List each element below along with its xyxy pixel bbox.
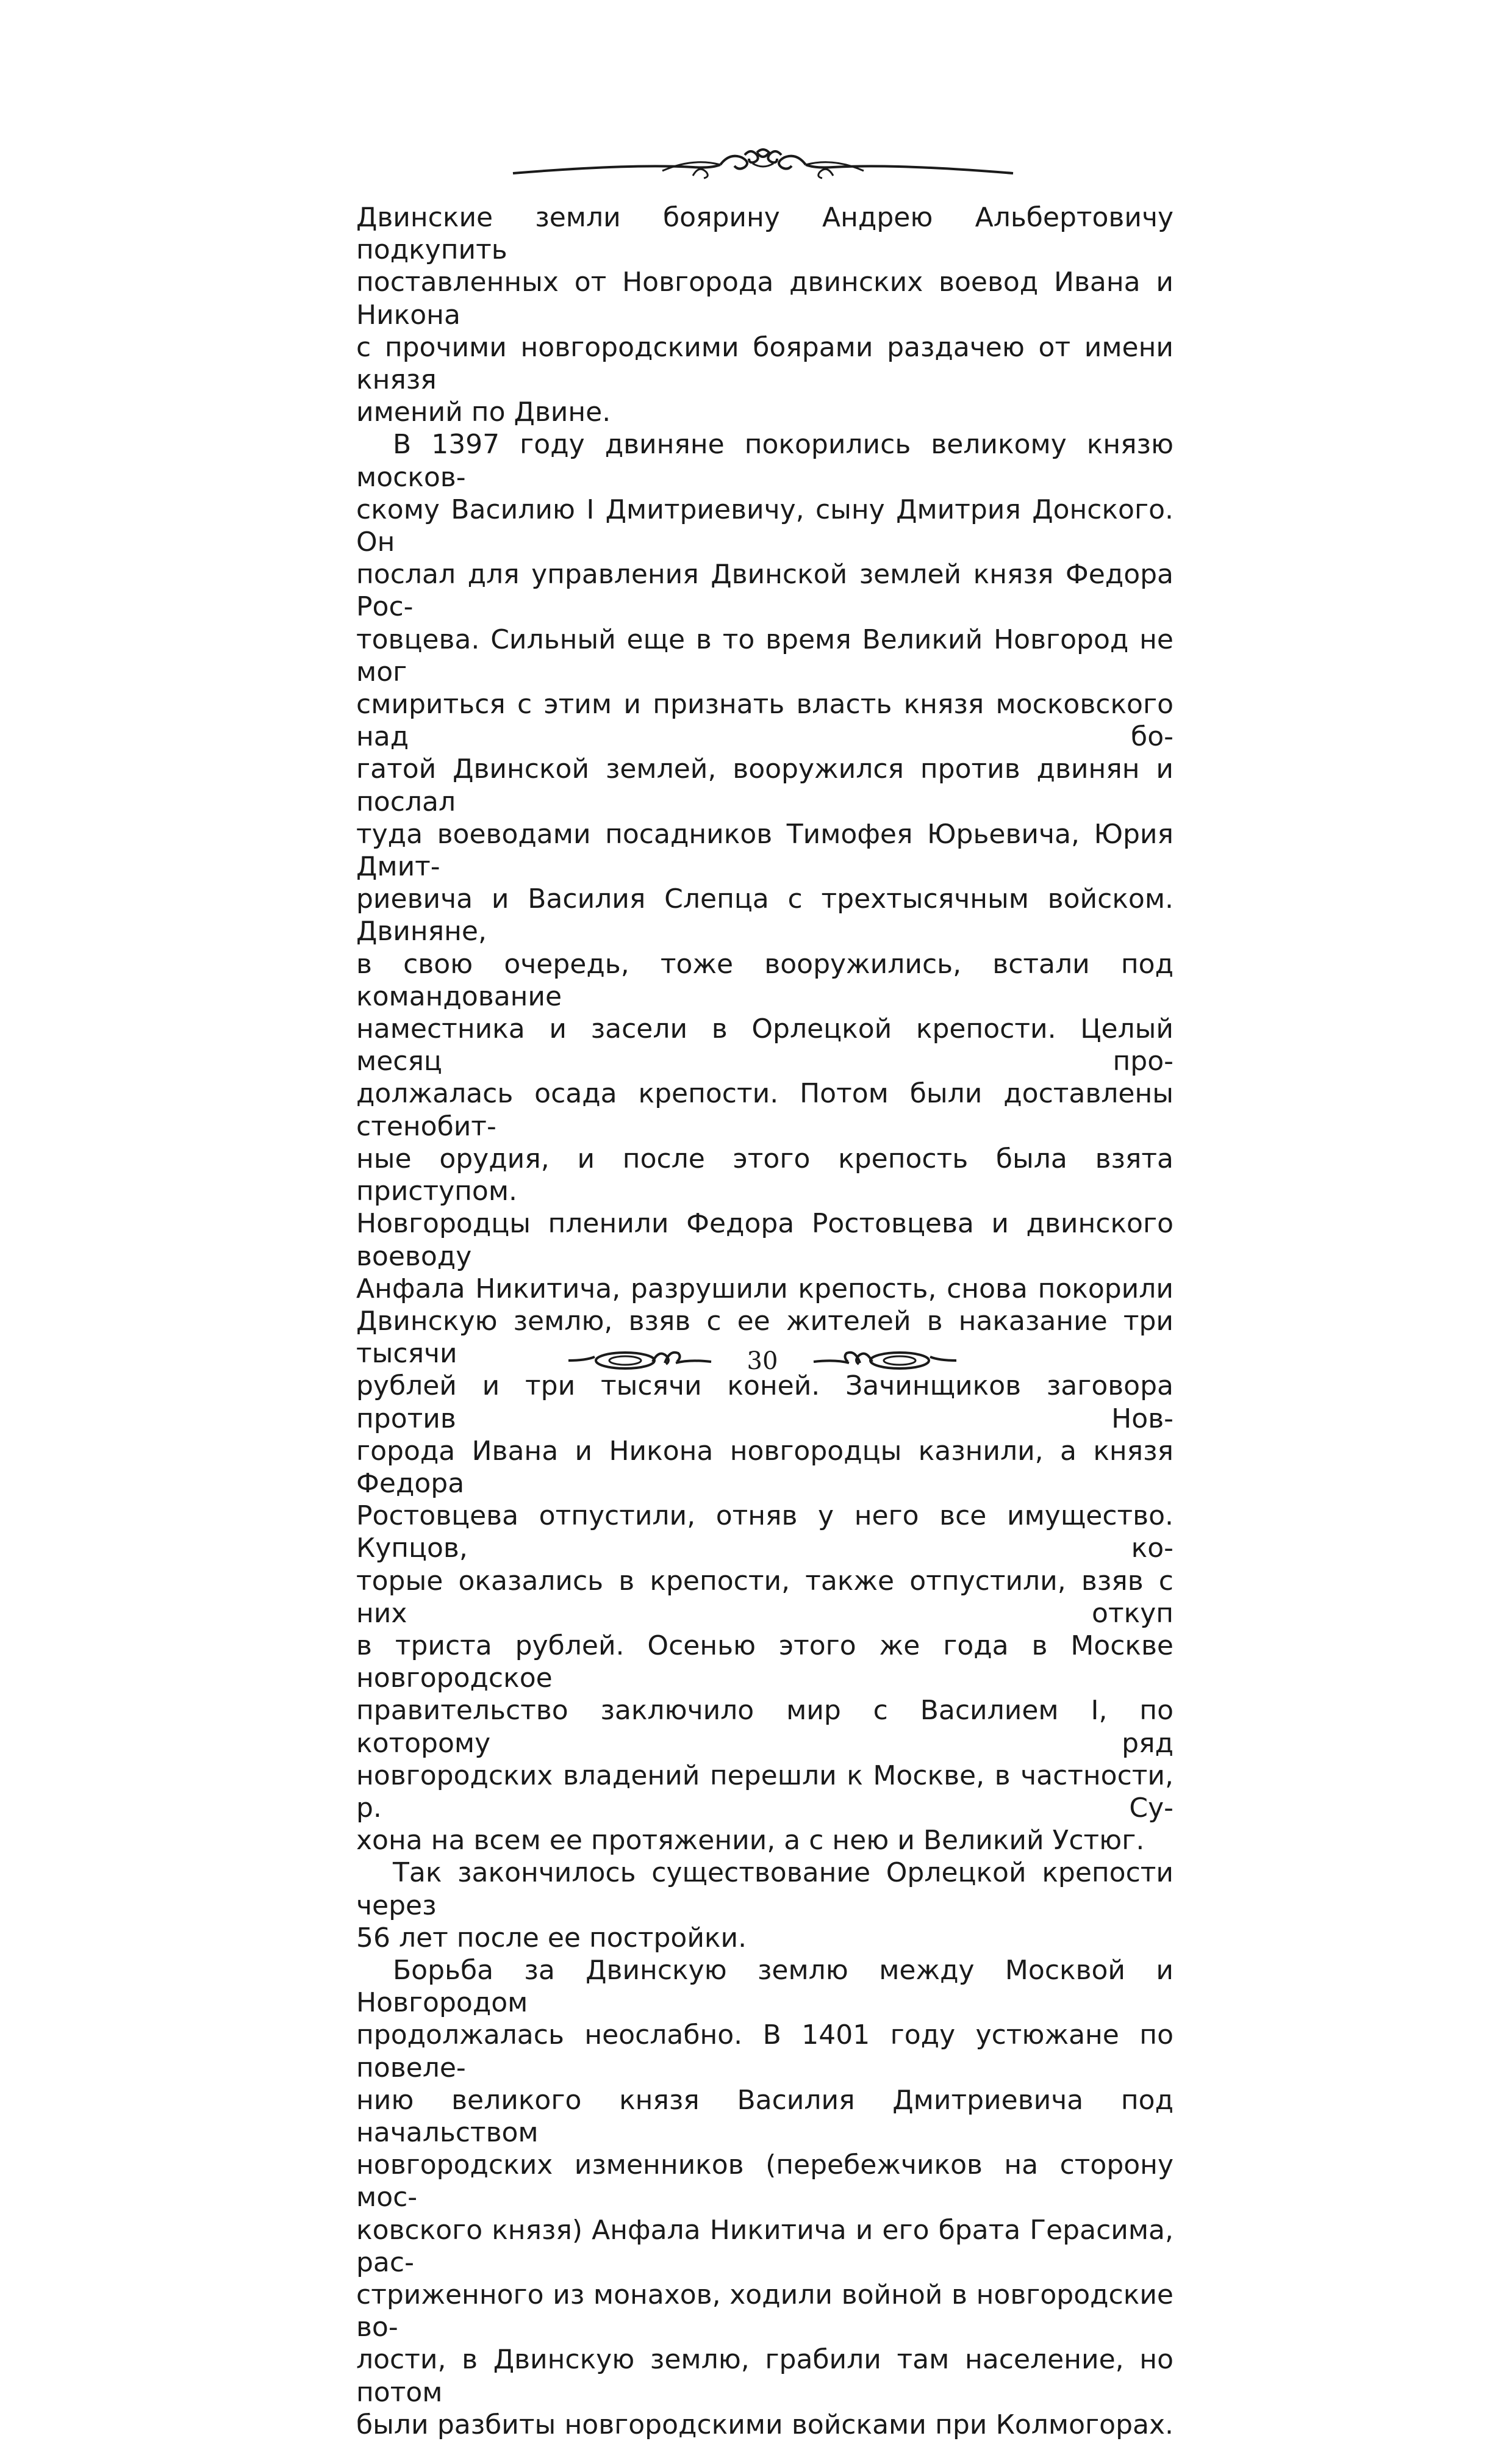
text-line: были разбиты новгородскими войсками при Колмогорах. [356, 2409, 1173, 2440]
text-line: хона на всем ее протяжении, а с нею и Великий Устюг. [356, 1825, 1145, 1857]
text-line: наместника и засели в Орлецкой крепости. Целый месяц про- [356, 1013, 1173, 1077]
text-line: города Ивана и Никона новгородцы казнили, а князя Федора [356, 1435, 1173, 1499]
text-line: имений по Двине. [356, 397, 611, 428]
text-line: Борьба за Двинскую землю между Москвой и Новгородом [356, 1954, 1173, 2019]
text-line: товцева. Сильный еще в то время Великий Новгород не мог [356, 624, 1173, 688]
text-line: 56 лет после ее постройки. [356, 1922, 747, 1954]
text-line: нию великого князя Василия Дмитриевича под начальством [356, 2084, 1173, 2148]
text-line: рублей и три тысячи коней. Зачинщиков заговора против Нов- [356, 1370, 1173, 1434]
body-text [356, 201, 1173, 2441]
text-line: Так закончилось существование Орлецкой крепости через [356, 1857, 1173, 1921]
text-line: торые оказались в крепости, также отпустили, взяв с них откуп [356, 1565, 1173, 1629]
text-line: продолжалась неослабно. В 1401 году устюжане по повеле- [356, 2019, 1173, 2083]
paragraph [356, 1954, 1173, 2441]
text-line: в триста рублей. Осенью этого же года в Москве новгородское [356, 1630, 1173, 1694]
footer-ornament-right-icon [811, 1342, 958, 1379]
text-line: стриженного из монахов, ходили войной в новгородские во- [356, 2279, 1173, 2343]
text-line: туда воеводами посадников Тимофея Юрьевича, Юрия Дмит- [356, 818, 1173, 883]
text-line: смириться с этим и признать власть князя московского над бо- [356, 689, 1173, 753]
text-line: поставленных от Новгорода двинских воевод Ивана и Никона [356, 267, 1173, 331]
text-line: должалась осада крепости. Потом были доставлены стенобит- [356, 1078, 1173, 1142]
text-line: Двинские земли боярину Андрею Альбертовичу подкупить [356, 202, 1173, 266]
paragraph [356, 201, 1173, 428]
text-line: риевича и Василия Слепца с трехтысячным войском. Двиняне, [356, 883, 1173, 947]
text-line: правительство заключило мир с Василием I, по которому ряд [356, 1695, 1173, 1759]
text-line: В 1397 году двиняне покорились великому князю москов- [356, 429, 1173, 493]
text-line: новгородских изменников (перебежчиков на сторону мос- [356, 2149, 1173, 2213]
text-line: Двинскую землю, взяв с ее жителей в наказание три тысячи [356, 1305, 1173, 1370]
text-line: в свою очередь, тоже вооружились, встали под командование [356, 948, 1173, 1012]
text-line: Анфала Никитича, разрушили крепость, снова покорили [356, 1273, 1173, 1304]
text-line: Новгородцы пленили Федора Ростовцева и двинского воеводу [356, 1208, 1173, 1272]
text-line: гатой Двинской землей, вооружился против двинян и послал [356, 753, 1173, 818]
text-line: послал для управления Двинской землей князя Федора Рос- [356, 559, 1173, 623]
text-line: Ростовцева отпустили, отняв у него все имущество. Купцов, ко- [356, 1500, 1173, 1564]
text-line: новгородских владений перешли к Москве, в частности, р. Су- [356, 1760, 1173, 1824]
paragraph [356, 1857, 1173, 1954]
text-line: скому Василию I Дмитриевичу, сыну Дмитрия Донского. Он [356, 494, 1173, 558]
text-line: ные орудия, и после этого крепость была взята приступом. [356, 1143, 1173, 1207]
header-ornament-icon [510, 139, 1016, 190]
paragraph [356, 428, 1173, 1857]
text-line: лости, в Двинскую землю, грабили там население, но потом [356, 2344, 1173, 2408]
page-number: 30 [747, 1347, 778, 1375]
text-line: ковского князя) Анфала Никитича и его брата Герасима, рас- [356, 2214, 1173, 2278]
text-line: с прочими новгородскими боярами раздачею от имени князя [356, 331, 1173, 396]
page-footer [567, 1342, 958, 1391]
footer-ornament-left-icon [567, 1342, 714, 1379]
